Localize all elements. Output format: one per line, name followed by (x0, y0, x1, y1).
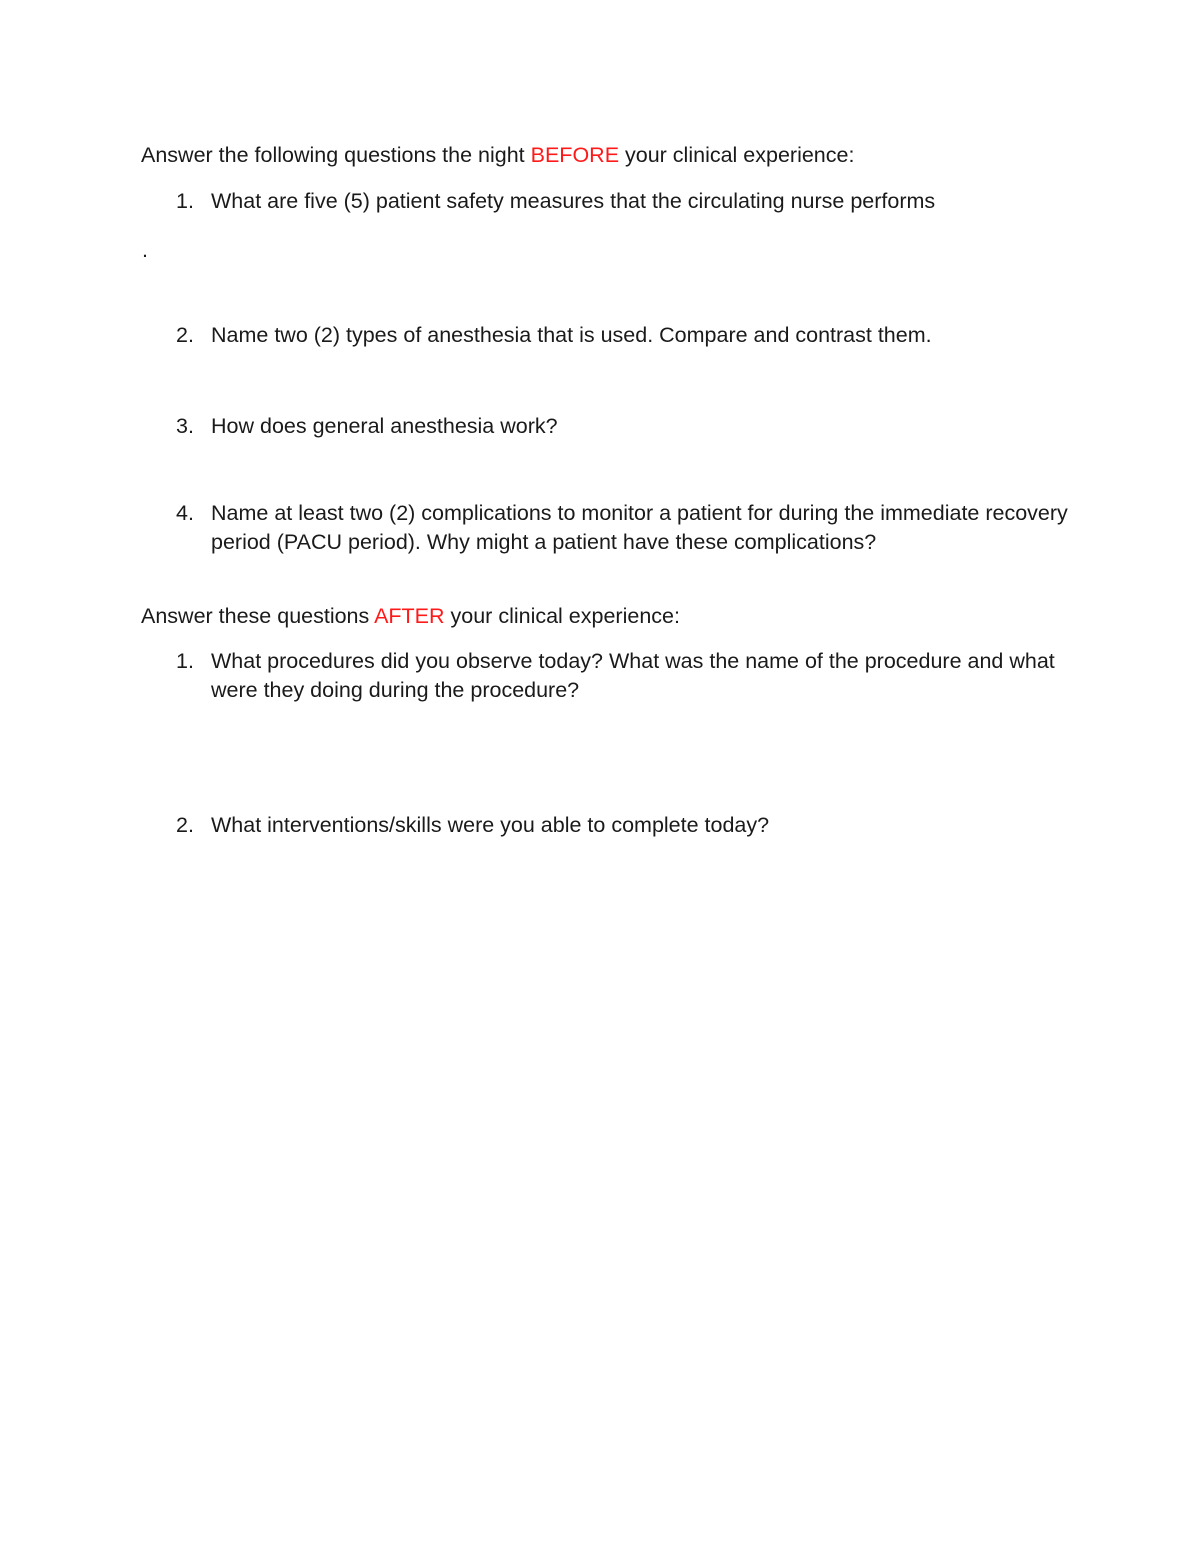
after-intro-start: Answer these questions (141, 604, 375, 628)
question-number: 2. (176, 323, 194, 347)
before-question-3 (176, 412, 1081, 441)
question-text: What procedures did you observe today? What was the name of the procedure and what were they doing during the procedure? (211, 649, 1055, 702)
question-text: What are five (5) patient safety measures that the circulating nurse performs (211, 189, 936, 213)
before-question-4 (176, 499, 1081, 557)
after-section-heading (141, 602, 1081, 631)
question-number: 2. (176, 813, 194, 837)
question-text: Name two (2) types of anesthesia that is used. Compare and contrast them. (211, 323, 932, 347)
question-number: 1. (176, 649, 194, 673)
after-highlight: AFTER (374, 604, 445, 628)
after-question-1 (176, 647, 1081, 705)
question-text: How does general anesthesia work? (211, 414, 558, 438)
before-intro-start: Answer the following questions the night (141, 143, 531, 167)
question-text: What interventions/skills were you able to complete today? (211, 813, 770, 837)
after-question-2 (176, 811, 1081, 840)
question-text: Name at least two (2) complications to monitor a patient for during the immediate recovery period (PACU period). Why might a patient have these complications? (211, 501, 1068, 554)
before-section-heading (141, 141, 1081, 170)
before-question-2 (176, 321, 1081, 350)
question-number: 4. (176, 501, 194, 525)
stray-mark: . (142, 238, 148, 262)
after-intro-end: your clinical experience: (444, 604, 680, 628)
question-number: 1. (176, 189, 194, 213)
before-highlight: BEFORE (530, 143, 620, 167)
before-intro-end: your clinical experience: (619, 143, 855, 167)
before-question-1 (176, 187, 1081, 216)
question-number: 3. (176, 414, 194, 438)
